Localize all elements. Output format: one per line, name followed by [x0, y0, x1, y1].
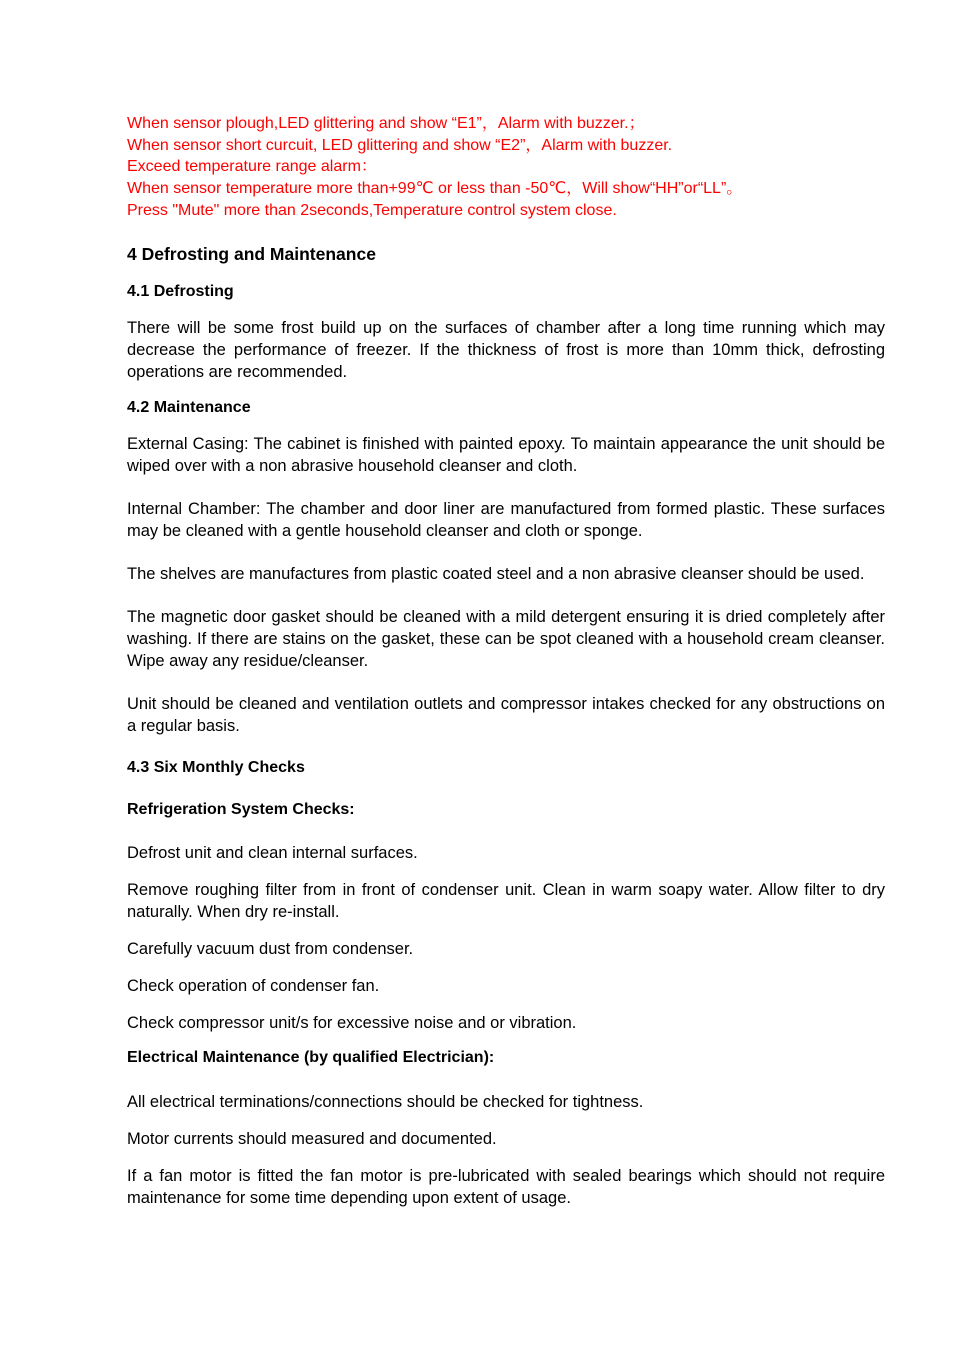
- defrosting-heading: 4.1 Defrosting: [127, 282, 234, 300]
- electrical-maintenance-heading: Electrical Maintenance (by qualified Electrician):: [127, 1048, 495, 1066]
- electrical-check-item: Motor currents should measured and documented.: [127, 1129, 497, 1148]
- maintenance-ventilation: Unit should be cleaned and ventilation outlets and compressor intakes checked for any obstructions on a regular basis.: [127, 694, 885, 735]
- maintenance-heading: 4.2 Maintenance: [127, 398, 251, 416]
- maintenance-shelves: The shelves are manufactures from plastic coated steel and a non abrasive cleanser should be used.: [127, 564, 865, 583]
- electrical-check-item: If a fan motor is fitted the fan motor is pre-lubricated with sealed bearings which should not require maintenance for some time depending upon extent of usage.: [127, 1166, 885, 1207]
- alarm-note-mute: Press "Mute" more than 2seconds,Temperature control system close.: [127, 201, 617, 219]
- alarm-notes: [127, 113, 885, 222]
- checks-heading: 4.3 Six Monthly Checks: [127, 758, 305, 776]
- electrical-check-item: All electrical terminations/connections should be checked for tightness.: [127, 1092, 644, 1111]
- refrigeration-check-item: Carefully vacuum dust from condenser.: [127, 939, 414, 958]
- document-page: [127, 113, 885, 1209]
- alarm-note-e1: When sensor plough,LED glittering and show “E1”，Alarm with buzzer.；: [127, 115, 645, 132]
- alarm-note-hh-ll: When sensor temperature more than+99℃ or less than -50℃，Will show“HH”or“LL”。: [127, 180, 743, 198]
- defrosting-paragraph: There will be some frost build up on the surfaces of chamber after a long time running which may decrease the performance of freezer. If the thickness of frost is more than 10mm thick, defrosting operations are recommended.: [127, 318, 885, 381]
- refrigeration-check-item: Check compressor unit/s for excessive noise and or vibration.: [127, 1013, 577, 1032]
- maintenance-internal-chamber: Internal Chamber: The chamber and door liner are manufactured from formed plastic. These surfaces may be cleaned with a gentle household cleanser and cloth or sponge.: [127, 499, 885, 540]
- alarm-note-e2: When sensor short curcuit, LED glittering and show “E2”，Alarm with buzzer.: [127, 136, 673, 154]
- section-heading: 4 Defrosting and Maintenance: [127, 243, 376, 264]
- refrigeration-check-item: Remove roughing filter from in front of condenser unit. Clean in warm soapy water. Allow filter to dry naturally. When dry re-install.: [127, 880, 885, 921]
- refrigeration-check-item: Defrost unit and clean internal surfaces.: [127, 843, 418, 862]
- alarm-note-range: Exceed temperature range alarm：: [127, 158, 377, 176]
- refrigeration-checks-heading: Refrigeration System Checks:: [127, 800, 355, 818]
- maintenance-door-gasket: The magnetic door gasket should be cleaned with a mild detergent ensuring it is dried completely after washing. If there are stains on the gasket, these can be spot cleaned with a household cream cleanser. Wipe away any residue/cleanser.: [127, 607, 885, 670]
- maintenance-external-casing: External Casing: The cabinet is finished with painted epoxy. To maintain appearance the unit should be wiped over with a non abrasive household cleanser and cloth.: [127, 434, 885, 475]
- refrigeration-check-item: Check operation of condenser fan.: [127, 976, 380, 995]
